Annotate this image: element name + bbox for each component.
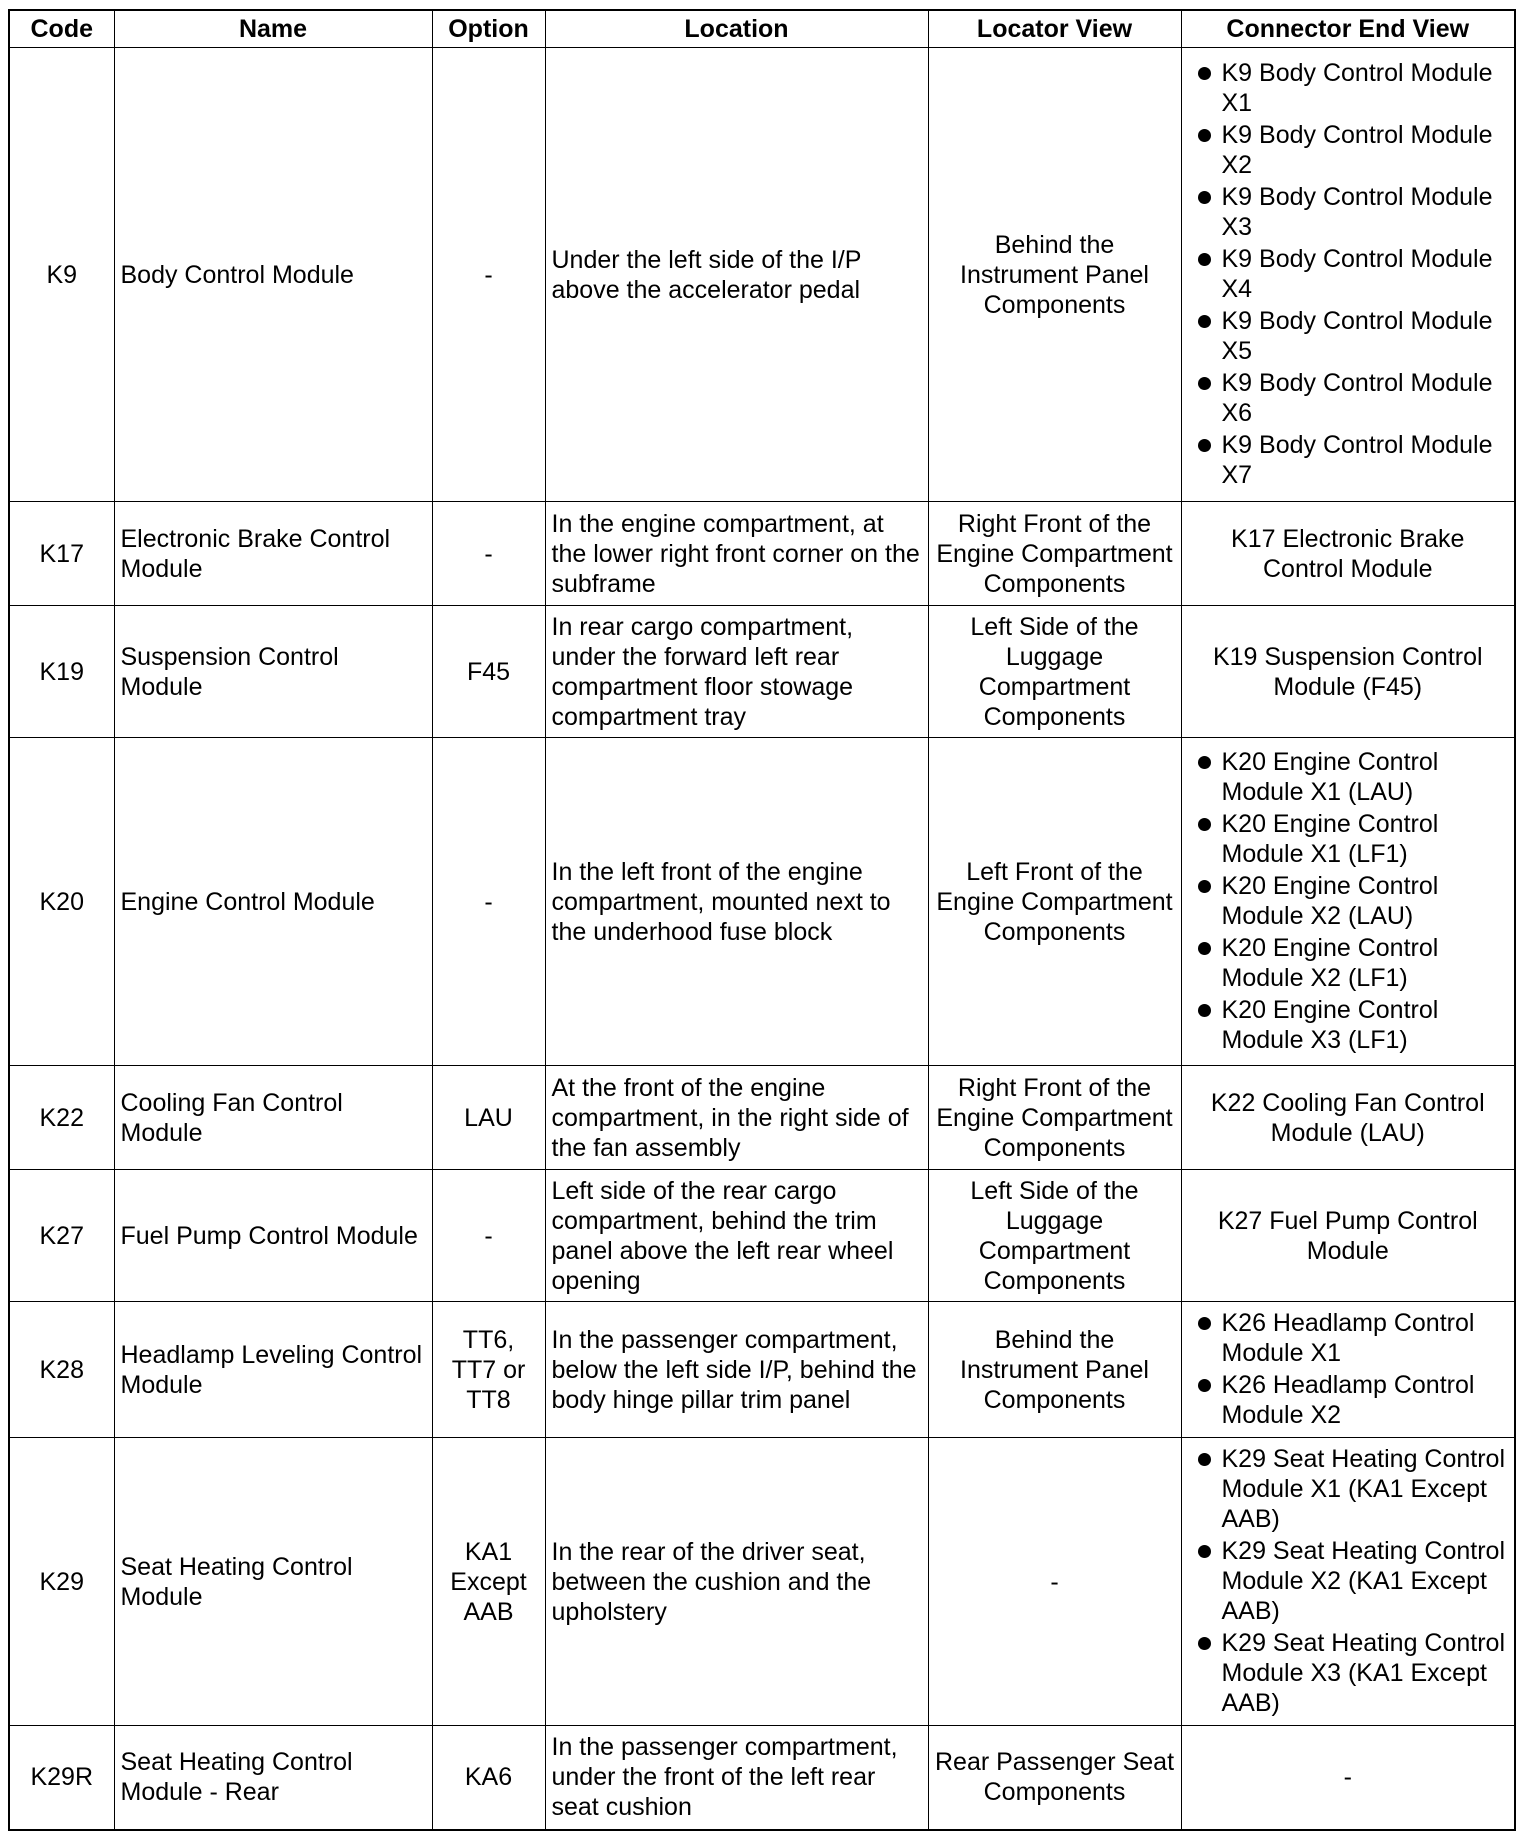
connector-list-item: K9 Body Control Module X4 (1188, 244, 1509, 304)
table-row (9, 1066, 1515, 1170)
cell-locator-view: - (928, 1438, 1181, 1726)
cell-location: Under the left side of the I/P above the accelerator pedal (545, 48, 928, 502)
cell-name: Cooling Fan Control Module (114, 1066, 432, 1170)
table-row (9, 48, 1515, 502)
cell-name: Fuel Pump Control Module (114, 1170, 432, 1302)
cell-option: F45 (432, 606, 545, 738)
table-row (9, 1726, 1515, 1830)
cell-connector-end-view (1181, 738, 1515, 1066)
cell-locator-view: Left Front of the Engine Compartment Components (928, 738, 1181, 1066)
cell-locator-view: Rear Passenger Seat Components (928, 1726, 1181, 1830)
cell-code: K19 (9, 606, 114, 738)
cell-name: Seat Heating Control Module - Rear (114, 1726, 432, 1830)
cell-location: In the left front of the engine compartment, mounted next to the underhood fuse block (545, 738, 928, 1066)
cell-code: K22 (9, 1066, 114, 1170)
cell-option: - (432, 502, 545, 606)
cell-code: K27 (9, 1170, 114, 1302)
cell-locator-view: Behind the Instrument Panel Components (928, 1302, 1181, 1438)
cell-name: Seat Heating Control Module (114, 1438, 432, 1726)
cell-connector-end-view: K17 Electronic Brake Control Module (1181, 502, 1515, 606)
cell-option: LAU (432, 1066, 545, 1170)
connector-list-item: K9 Body Control Module X6 (1188, 368, 1509, 428)
cell-connector-end-view (1181, 48, 1515, 502)
cell-code: K28 (9, 1302, 114, 1438)
connector-list-item: K20 Engine Control Module X1 (LAU) (1188, 747, 1509, 807)
cell-name: Engine Control Module (114, 738, 432, 1066)
header-code: Code (9, 10, 114, 48)
header-option: Option (432, 10, 545, 48)
cell-code: K9 (9, 48, 114, 502)
table-row (9, 502, 1515, 606)
header-name: Name (114, 10, 432, 48)
cell-location: At the front of the engine compartment, in the right side of the fan assembly (545, 1066, 928, 1170)
cell-locator-view: Right Front of the Engine Compartment Components (928, 502, 1181, 606)
table-header-row (9, 10, 1515, 48)
cell-locator-view: Left Side of the Luggage Compartment Components (928, 606, 1181, 738)
cell-connector-end-view: K19 Suspension Control Module (F45) (1181, 606, 1515, 738)
connector-list-item: K29 Seat Heating Control Module X1 (KA1 Except AAB) (1188, 1444, 1509, 1534)
connector-list-item: K26 Headlamp Control Module X1 (1188, 1308, 1509, 1368)
cell-connector-end-view (1181, 1438, 1515, 1726)
connector-list-item: K9 Body Control Module X1 (1188, 58, 1509, 118)
cell-connector-end-view: - (1181, 1726, 1515, 1830)
cell-option: KA6 (432, 1726, 545, 1830)
connector-list (1188, 58, 1509, 490)
component-table-container (8, 9, 1516, 1831)
connector-list (1188, 1308, 1509, 1430)
table-row (9, 1438, 1515, 1726)
connector-list-item: K9 Body Control Module X7 (1188, 430, 1509, 490)
cell-option: - (432, 1170, 545, 1302)
connector-list-item: K9 Body Control Module X2 (1188, 120, 1509, 180)
connector-list-item: K20 Engine Control Module X2 (LAU) (1188, 871, 1509, 931)
cell-location: Left side of the rear cargo compartment, behind the trim panel above the left rear wheel opening (545, 1170, 928, 1302)
table-row (9, 1170, 1515, 1302)
cell-location: In rear cargo compartment, under the forward left rear compartment floor stowage compartment tray (545, 606, 928, 738)
cell-connector-end-view: K22 Cooling Fan Control Module (LAU) (1181, 1066, 1515, 1170)
connector-list-item: K20 Engine Control Module X1 (LF1) (1188, 809, 1509, 869)
cell-code: K29 (9, 1438, 114, 1726)
connector-list-item: K20 Engine Control Module X3 (LF1) (1188, 995, 1509, 1055)
cell-option: - (432, 738, 545, 1066)
connector-list-item: K29 Seat Heating Control Module X2 (KA1 Except AAB) (1188, 1536, 1509, 1626)
cell-option: TT6, TT7 or TT8 (432, 1302, 545, 1438)
cell-connector-end-view: K27 Fuel Pump Control Module (1181, 1170, 1515, 1302)
connector-list-item: K29 Seat Heating Control Module X3 (KA1 Except AAB) (1188, 1628, 1509, 1718)
header-location: Location (545, 10, 928, 48)
connector-list (1188, 747, 1509, 1055)
cell-option: KA1 Except AAB (432, 1438, 545, 1726)
header-connector-end-view: Connector End View (1181, 10, 1515, 48)
header-locator-view: Locator View (928, 10, 1181, 48)
cell-location: In the passenger compartment, below the left side I/P, behind the body hinge pillar trim panel (545, 1302, 928, 1438)
table-row (9, 606, 1515, 738)
cell-locator-view: Behind the Instrument Panel Components (928, 48, 1181, 502)
cell-connector-end-view (1181, 1302, 1515, 1438)
cell-code: K20 (9, 738, 114, 1066)
cell-name: Suspension Control Module (114, 606, 432, 738)
component-locator-table (8, 9, 1516, 1831)
cell-locator-view: Right Front of the Engine Compartment Components (928, 1066, 1181, 1170)
cell-code: K17 (9, 502, 114, 606)
table-row (9, 738, 1515, 1066)
connector-list-item: K9 Body Control Module X5 (1188, 306, 1509, 366)
connector-list-item: K9 Body Control Module X3 (1188, 182, 1509, 242)
table-row (9, 1302, 1515, 1438)
connector-list-item: K20 Engine Control Module X2 (LF1) (1188, 933, 1509, 993)
cell-name: Body Control Module (114, 48, 432, 502)
cell-code: K29R (9, 1726, 114, 1830)
connector-list (1188, 1444, 1509, 1718)
cell-name: Electronic Brake Control Module (114, 502, 432, 606)
cell-name: Headlamp Leveling Control Module (114, 1302, 432, 1438)
cell-location: In the engine compartment, at the lower right front corner on the subframe (545, 502, 928, 606)
cell-locator-view: Left Side of the Luggage Compartment Components (928, 1170, 1181, 1302)
cell-location: In the passenger compartment, under the front of the left rear seat cushion (545, 1726, 928, 1830)
cell-location: In the rear of the driver seat, between the cushion and the upholstery (545, 1438, 928, 1726)
table-body (9, 48, 1515, 1830)
cell-option: - (432, 48, 545, 502)
connector-list-item: K26 Headlamp Control Module X2 (1188, 1370, 1509, 1430)
